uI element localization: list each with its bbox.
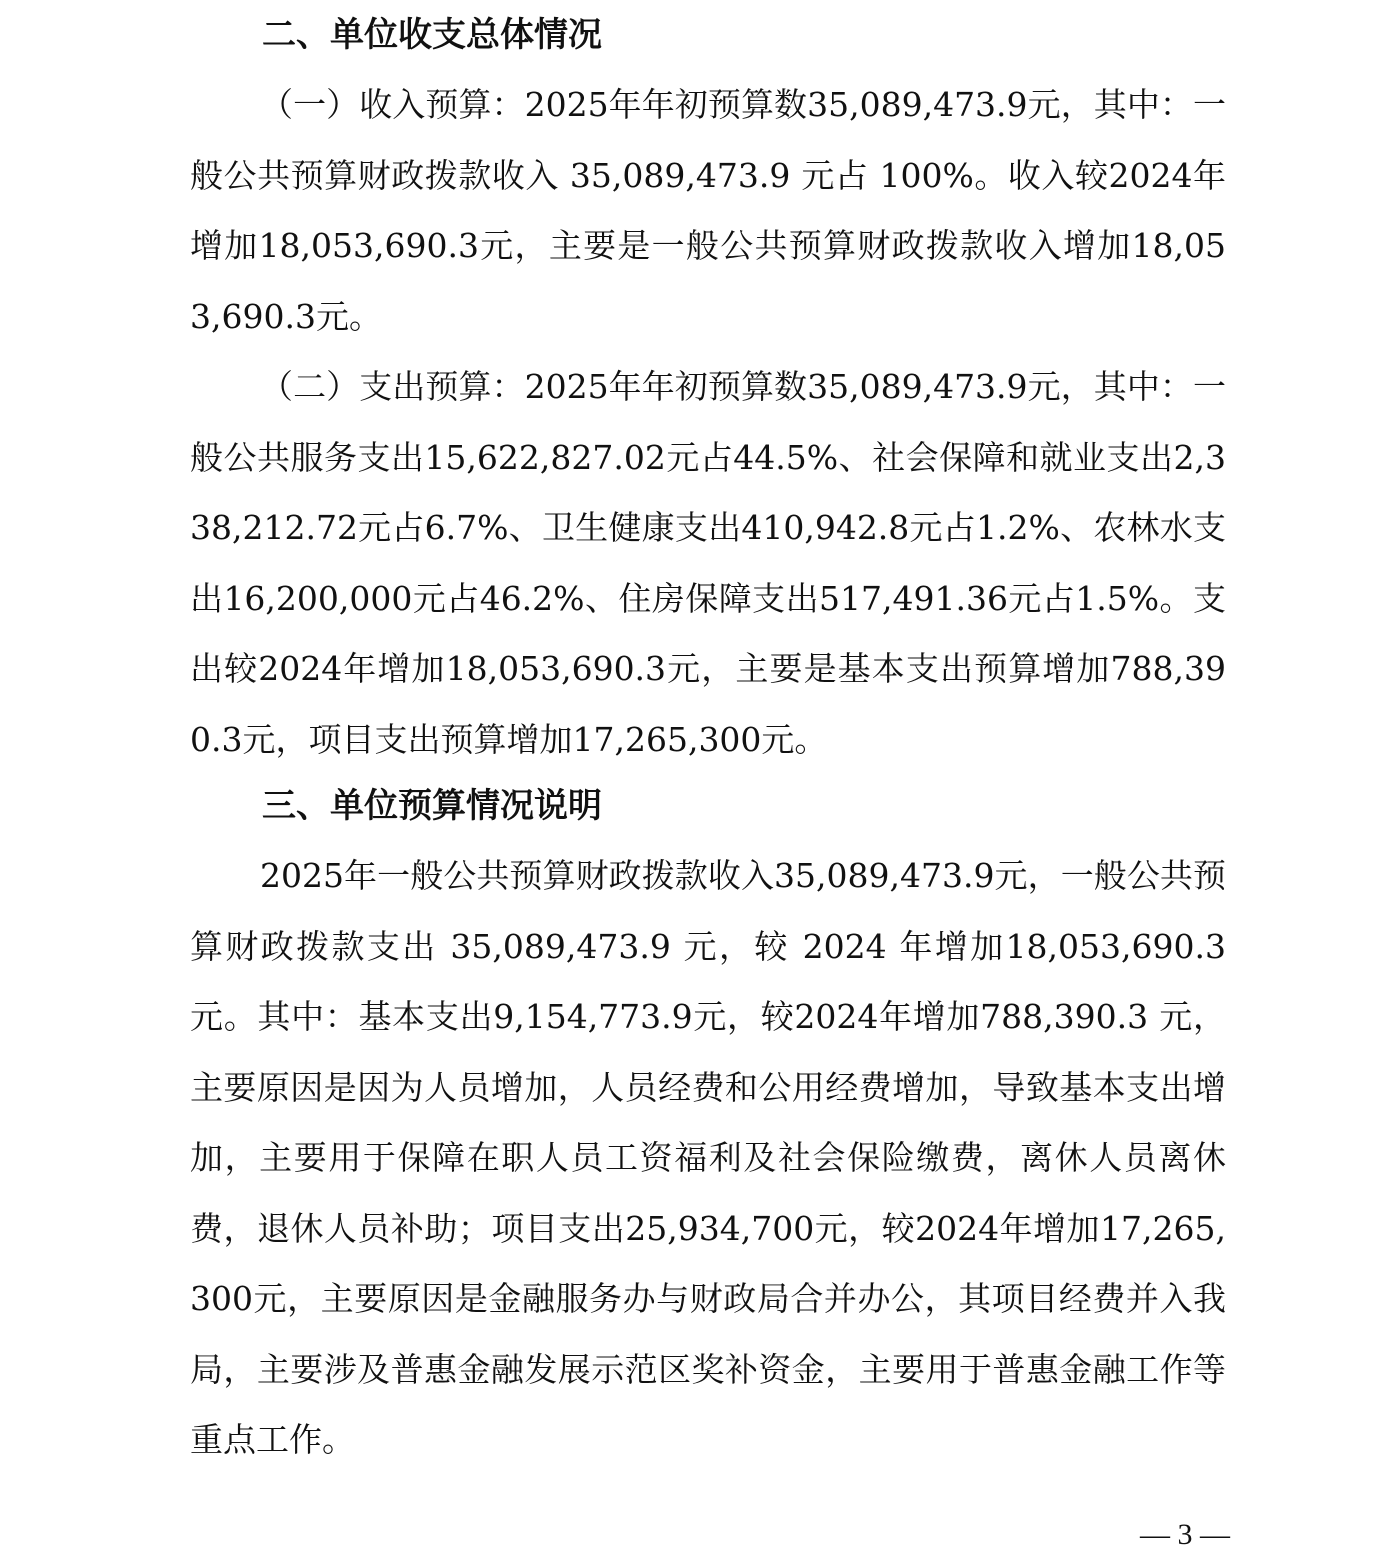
document-page	[190, 0, 1226, 1476]
section-heading-overall: 二、单位收支总体情况	[262, 15, 602, 55]
paragraph-income-budget: （一）收入预算：2025年年初预算数35,089,473.9元，其中：一般公共预算财政拨款收入 35,089,473.9 元占 100%。收入较2024年增加18,053,690.3元，主要是一般公共预算财政拨款收入增加18,053,690.3元。	[190, 85, 1226, 336]
paragraph-budget-explanation: 2025年一般公共预算财政拨款收入35,089,473.9元，一般公共预算财政拨款支出 35,089,473.9 元，较 2024 年增加18,053,690.3元。其中：基本支出9,154,773.9元，较2024年增加788,390.3 元，主要原因是因为人员增加，人员经费和公用经费增加，导致基本支出增加，主要用于保障在职人员工资福利及社会保险缴费，离休人员离休费，退休人员补助；项目支出25,934,700元，较2024年增加17,265,300元，主要原因是金融服务办与财政局合并办公，其项目经费并入我局，主要涉及普惠金融发展示范区奖补资金，主要用于普惠金融工作等重点工作。	[190, 856, 1226, 1459]
page-number: — 3 —	[1140, 1518, 1230, 1551]
paragraph-expenditure-budget: （二）支出预算：2025年年初预算数35,089,473.9元，其中：一般公共服务支出15,622,827.02元占44.5%、社会保障和就业支出2,338,212.72元占6.7%、卫生健康支出410,942.8元占1.2%、农林水支出16,200,000元占46.2%、住房保障支出517,491.36元占1.5%。支出较2024年增加18,053,690.3元，主要是基本支出预算增加788,390.3元，项目支出预算增加17,265,300元。	[190, 367, 1226, 759]
section-heading-budget-explanation: 三、单位预算情况说明	[262, 786, 602, 826]
